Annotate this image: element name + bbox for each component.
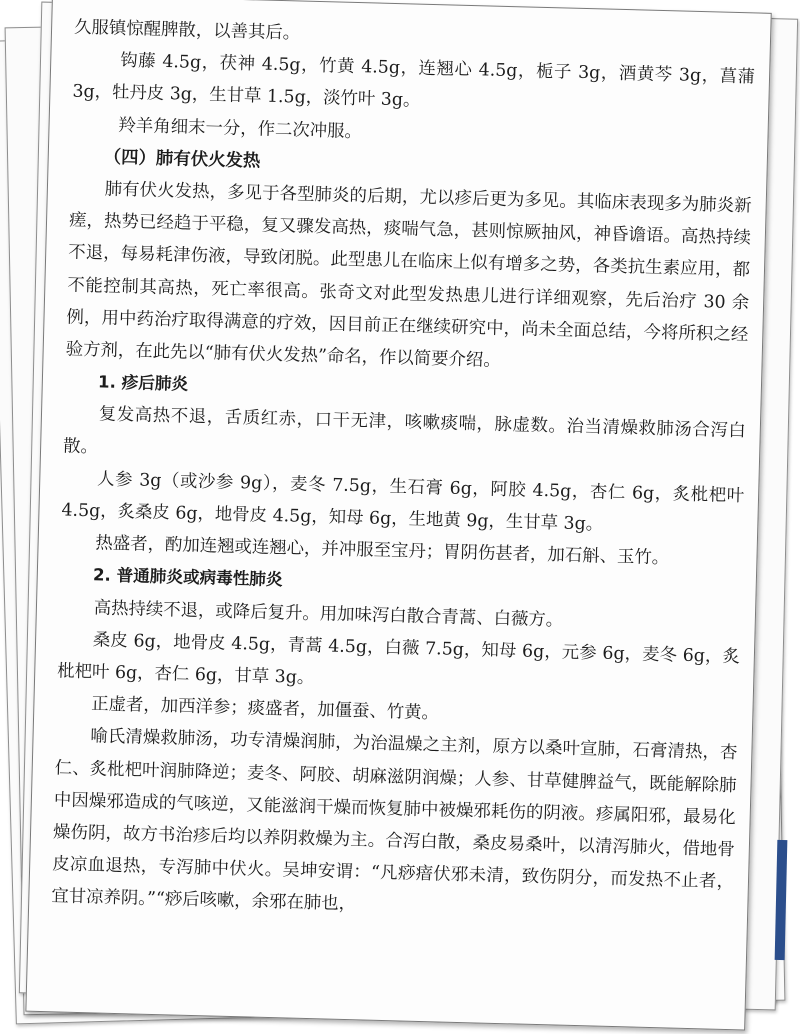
modification-paragraph: 热盛者，酌加连翘或连翘心，并冲服至宝丹；胃阴伤甚者，加石斛、玉竹。 xyxy=(95,533,670,569)
modification-paragraph: 正虚者，加西洋参；痰盛者，加僵蚕、竹黄。 xyxy=(90,694,440,724)
page-content xyxy=(51,12,756,931)
body-paragraph: 高热持续不退，或降后复升。用加味泻白散合青蒿、白薇方。 xyxy=(93,597,564,631)
formula-paragraph: 桑皮 6g，地骨皮 4.5g，青蒿 4.5g，白薇 7.5g，知母 6g，元参 6g，麦冬 6g，炙枇杷叶 6g，杏仁 6g，甘草 3g。 xyxy=(57,630,741,689)
top-line: 久服镇惊醒脾散，以善其后。 xyxy=(73,17,301,44)
body-paragraph: 复发高热不退，舌质红赤，口干无津，咳嗽痰喘，脉虚数。治当清燥救肺汤合泻白散。 xyxy=(62,404,747,457)
section-heading: （四）肺有伏火发热 xyxy=(103,147,261,172)
document-page xyxy=(25,0,771,1030)
formula-note: 羚羊角细末一分，作二次冲服。 xyxy=(118,115,363,142)
book-cover-edge xyxy=(775,840,788,960)
formula-paragraph: 人参 3g（或沙参 9g），麦冬 7.5g，生石膏 6g，阿胶 4.5g，杏仁 6g，炙枇杷叶 4.5g，炙桑皮 6g，地骨皮 4.5g，知母 6g，生地黄 9g，生甘草 3g。 xyxy=(61,469,745,535)
formula-paragraph: 钩藤 4.5g，茯神 4.5g，竹黄 4.5g，连翘心 4.5g，栀子 3g，酒黄芩 3g，菖蒲 3g，牡丹皮 3g，生甘草 1.5g，淡竹叶 3g。 xyxy=(72,51,756,112)
body-paragraph: 肺有伏火发热，多见于各型肺炎的后期，尤以疹后更为多见。其临床表现多为肺炎新瘥，热势已经趋于平稳，复又骤发高热，痰喘气急，甚则惊厥抽风，神昏谵语。高热持续不退，每易耗津伤液，导致闭脱。此型患儿在临床上似有增多之势，各类抗生素应用，都不能控制其高热，死亡率很高。张奇文对此型发热患儿进行详细观察，先后治疗 30 余例，用中药治疗取得满意的疗效，因目前正在继续研究中，尚未全面总结，今将所积之经验方剂，在此先以“肺有伏火发热”命名，作以简要介绍。 xyxy=(65,179,752,371)
subsection-heading: 1. 疹后肺炎 xyxy=(97,372,189,394)
discussion-paragraph: 喻氏清燥救肺汤，功专清燥润肺，为治温燥之主剂，原方以桑叶宣肺，石膏清热，杏仁、炙枇杷叶润肺降逆；麦冬、阿胶、胡麻滋阴润燥；人参、甘草健脾益气，既能解除肺中因燥邪造成的气咳逆，又能滋润干燥而恢复肺中被燥邪耗伤的阴液。疹属阳邪，最易化燥伤阴，故方书治疹后均以养阴救燥为主。合泻白散，桑皮易桑叶，以清泻肺火，借地骨皮凉血退热，专泻肺中伏火。吴坤安谓：“凡痧瘖伏邪未清，致伤阴分，而发热不止者，宜甘凉养阴。”“痧后咳嗽，余邪在肺也， xyxy=(51,726,738,915)
subsection-heading: 2. 普通肺炎或病毒性肺炎 xyxy=(92,565,283,590)
